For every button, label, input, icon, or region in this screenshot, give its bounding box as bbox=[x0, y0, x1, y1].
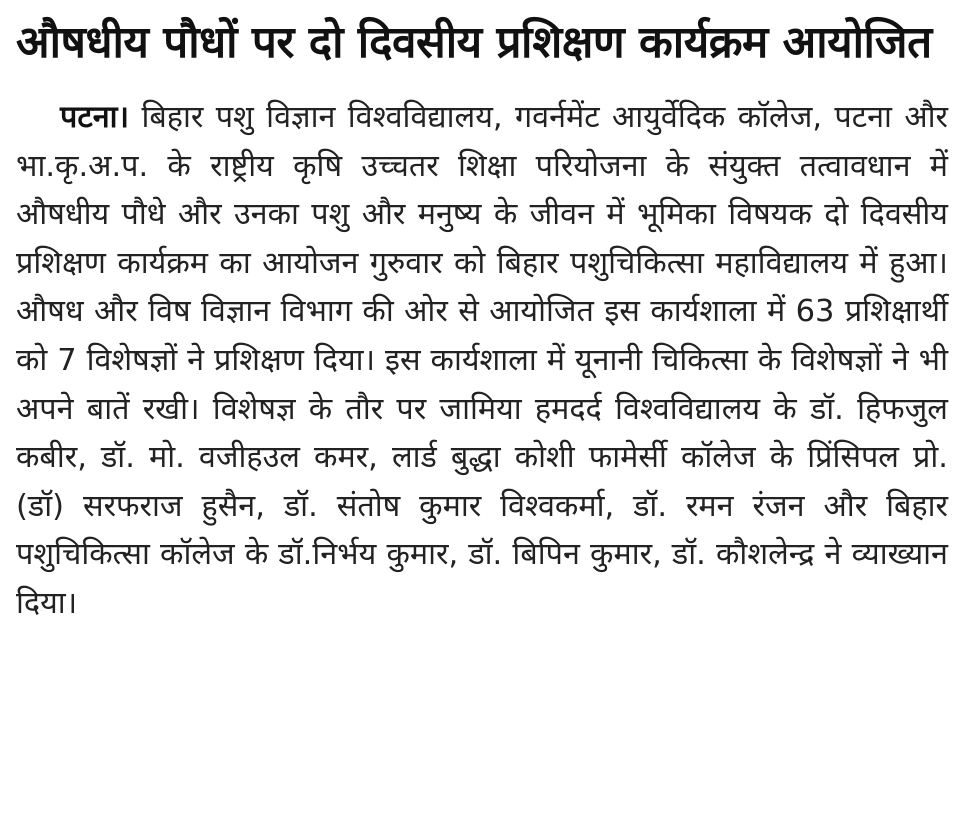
article-body-text: बिहार पशु विज्ञान विश्वविद्यालय, गवर्नमेंट आयुर्वेदिक कॉलेज, पटना और भा.कृ.अ.प. के राष्ट्रीय कृषि उच्चतर शिक्षा परियोजना के संयुक्त तत्वावधान में औषधीय पौधे और उनका पशु और मनुष्य के जीवन में भूमिका विषयक दो दिवसीय प्रशिक्षण कार्यक्रम का आयोजन गुरुवार को बिहार पशुचिकित्सा महाविद्यालय में हुआ। औषध और विष विज्ञान विभाग की ओर से आयोजित इस कार्यशाला में 63 प्रशिक्षार्थी को 7 विशेषज्ञों ने प्रशिक्षण दिया। इस कार्यशाला में यूनानी चिकित्सा के विशेषज्ञों ने भी अपने बातें रखी। विशेषज्ञ के तौर पर जामिया हमदर्द विश्वविद्यालय के डॉ. हिफजुल कबीर, डॉ. मो. वजीहउल कमर, लार्ड बुद्धा कोशी फामेर्सी कॉलेज के प्रिंसिपल प्रो. (डॉ) सरफराज हुसैन, डॉ. संतोष कुमार विश्वकर्मा, डॉ. रमन रंजन और बिहार पशुचिकित्सा कॉलेज के डॉ.निर्भय कुमार, डॉ. बिपिन कुमार, डॉ. कौशलेन्द्र ने व्याख्यान दिया। bbox=[16, 100, 948, 621]
article-headline: औषधीय पौधों पर दो दिवसीय प्रशिक्षण कार्यक्रम आयोजित bbox=[16, 17, 932, 68]
article-dateline: पटना। bbox=[60, 100, 130, 135]
article-body bbox=[16, 94, 948, 629]
